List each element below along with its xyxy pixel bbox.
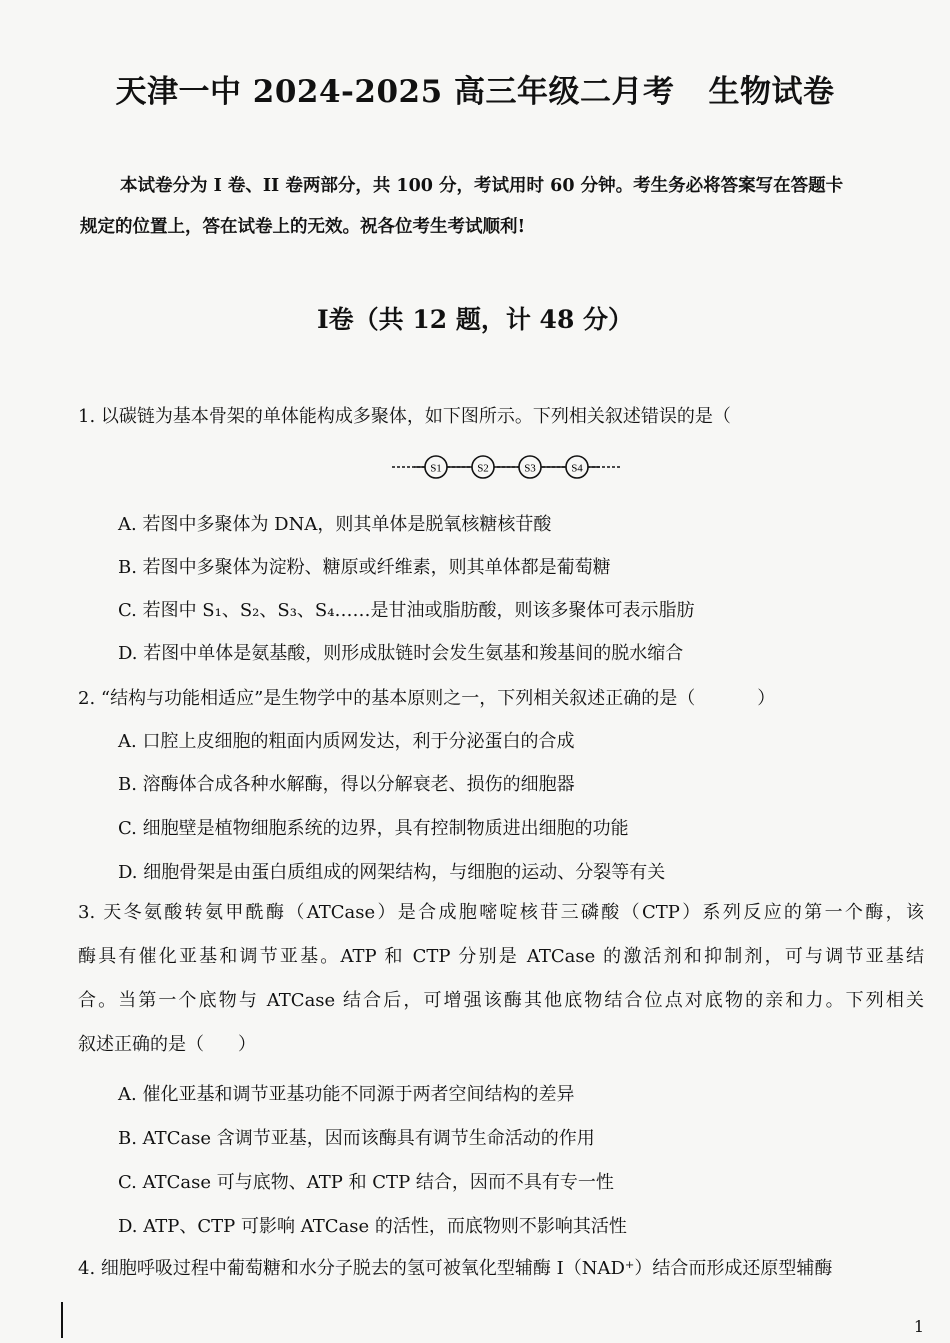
exam-instructions	[80, 166, 920, 248]
question-3-stem-line-4	[78, 1023, 924, 1067]
question-3-stem-line-2: 酶具有催化亚基和调节亚基。ATP 和 CTP 分别是 ATCase 的激活剂和抑制剂，可与调节亚基结	[78, 946, 924, 967]
question-3-stem-line-4-text: 叙述正确的是（	[78, 1034, 204, 1055]
question-2-stem	[78, 684, 775, 710]
question-1-option-d: D. 若图中单体是氨基酸，则形成肽链时会发生氨基和羧基间的脱水缩合	[118, 643, 684, 664]
question-2-option-a: A. 口腔上皮细胞的粗面内质网发达，利于分泌蛋白的合成	[118, 731, 575, 752]
question-2-option-c: C. 细胞壁是植物细胞系统的边界，具有控制物质进出细胞的功能	[118, 818, 629, 839]
question-3-option-c: C. ATCase 可与底物、ATP 和 CTP 结合，因而不具有专一性	[118, 1172, 614, 1193]
question-3-option-a: A. 催化亚基和调节亚基功能不同源于两者空间结构的差异	[118, 1084, 575, 1105]
question-3-stem	[78, 891, 924, 1067]
monomer-s3-label: S3	[524, 462, 536, 475]
question-2-stem-close: ）	[757, 688, 776, 709]
instructions-line-2: 规定的位置上，答在试卷上的无效。祝各位考生考试顺利!	[80, 217, 526, 237]
exam-title-subject: 生物试卷	[708, 74, 835, 110]
margin-line	[61, 1302, 63, 1338]
question-2-stem-text: 2. “结构与功能相适应”是生物学中的基本原则之一，下列相关叙述正确的是（	[78, 688, 696, 709]
monomer-s2	[472, 456, 494, 478]
question-3-option-b: B. ATCase 含调节亚基，因而该酶具有调节生命活动的作用	[118, 1128, 595, 1149]
monomer-s4-label: S4	[571, 462, 583, 475]
question-3-stem-line-3: 合。当第一个底物与 ATCase 结合后，可增强该酶其他底物结合位点对底物的亲和力。下列相关	[78, 990, 924, 1011]
instructions-line-1: 本试卷分为 I 卷、II 卷两部分，共 100 分，考试用时 60 分钟。考生务必将答案写在答题卡	[120, 176, 844, 196]
section-title: I卷（共 12 题，计 48 分）	[316, 305, 634, 334]
question-1-option-b: B. 若图中多聚体为淀粉、糖原或纤维素，则其单体都是葡萄糖	[118, 557, 611, 578]
monomer-s1	[425, 456, 447, 478]
monomer-s3	[519, 456, 541, 478]
question-3-option-d: D. ATP、CTP 可影响 ATCase 的活性，而底物则不影响其活性	[118, 1216, 627, 1237]
monomer-s2-label: S2	[477, 462, 489, 475]
exam-title-main: 天津一中 2024-2025 高三年级二月考	[115, 74, 675, 110]
polymer-chain-figure	[392, 452, 622, 482]
question-4-stem: 4. 细胞呼吸过程中葡萄糖和水分子脱去的氢可被氧化型辅酶 I（NAD⁺）结合而形成还原型辅酶	[78, 1258, 833, 1279]
question-3-stem-line-1: 3. 天冬氨酸转氨甲酰酶（ATCase）是合成胞嘧啶核苷三磷酸（CTP）系列反应的第一个酶，该	[78, 902, 924, 923]
question-1-option-a: A. 若图中多聚体为 DNA，则其单体是脱氧核糖核苷酸	[118, 514, 552, 535]
question-3-stem-close: ）	[238, 1034, 256, 1055]
monomer-s1-label: S1	[430, 462, 442, 475]
page-number: 1	[913, 1317, 924, 1336]
question-2-option-b: B. 溶酶体合成各种水解酶，得以分解衰老、损伤的细胞器	[118, 774, 575, 795]
exam-title	[0, 66, 950, 111]
question-1-option-c: C. 若图中 S₁、S₂、S₃、S₄……是甘油或脂肪酸，则该多聚体可表示脂肪	[118, 600, 695, 621]
question-1-stem: 1. 以碳链为基本骨架的单体能构成多聚体，如下图所示。下列相关叙述错误的是（	[78, 406, 731, 427]
monomer-s4	[566, 456, 588, 478]
question-2-option-d: D. 细胞骨架是由蛋白质组成的网架结构，与细胞的运动、分裂等有关	[118, 862, 666, 883]
